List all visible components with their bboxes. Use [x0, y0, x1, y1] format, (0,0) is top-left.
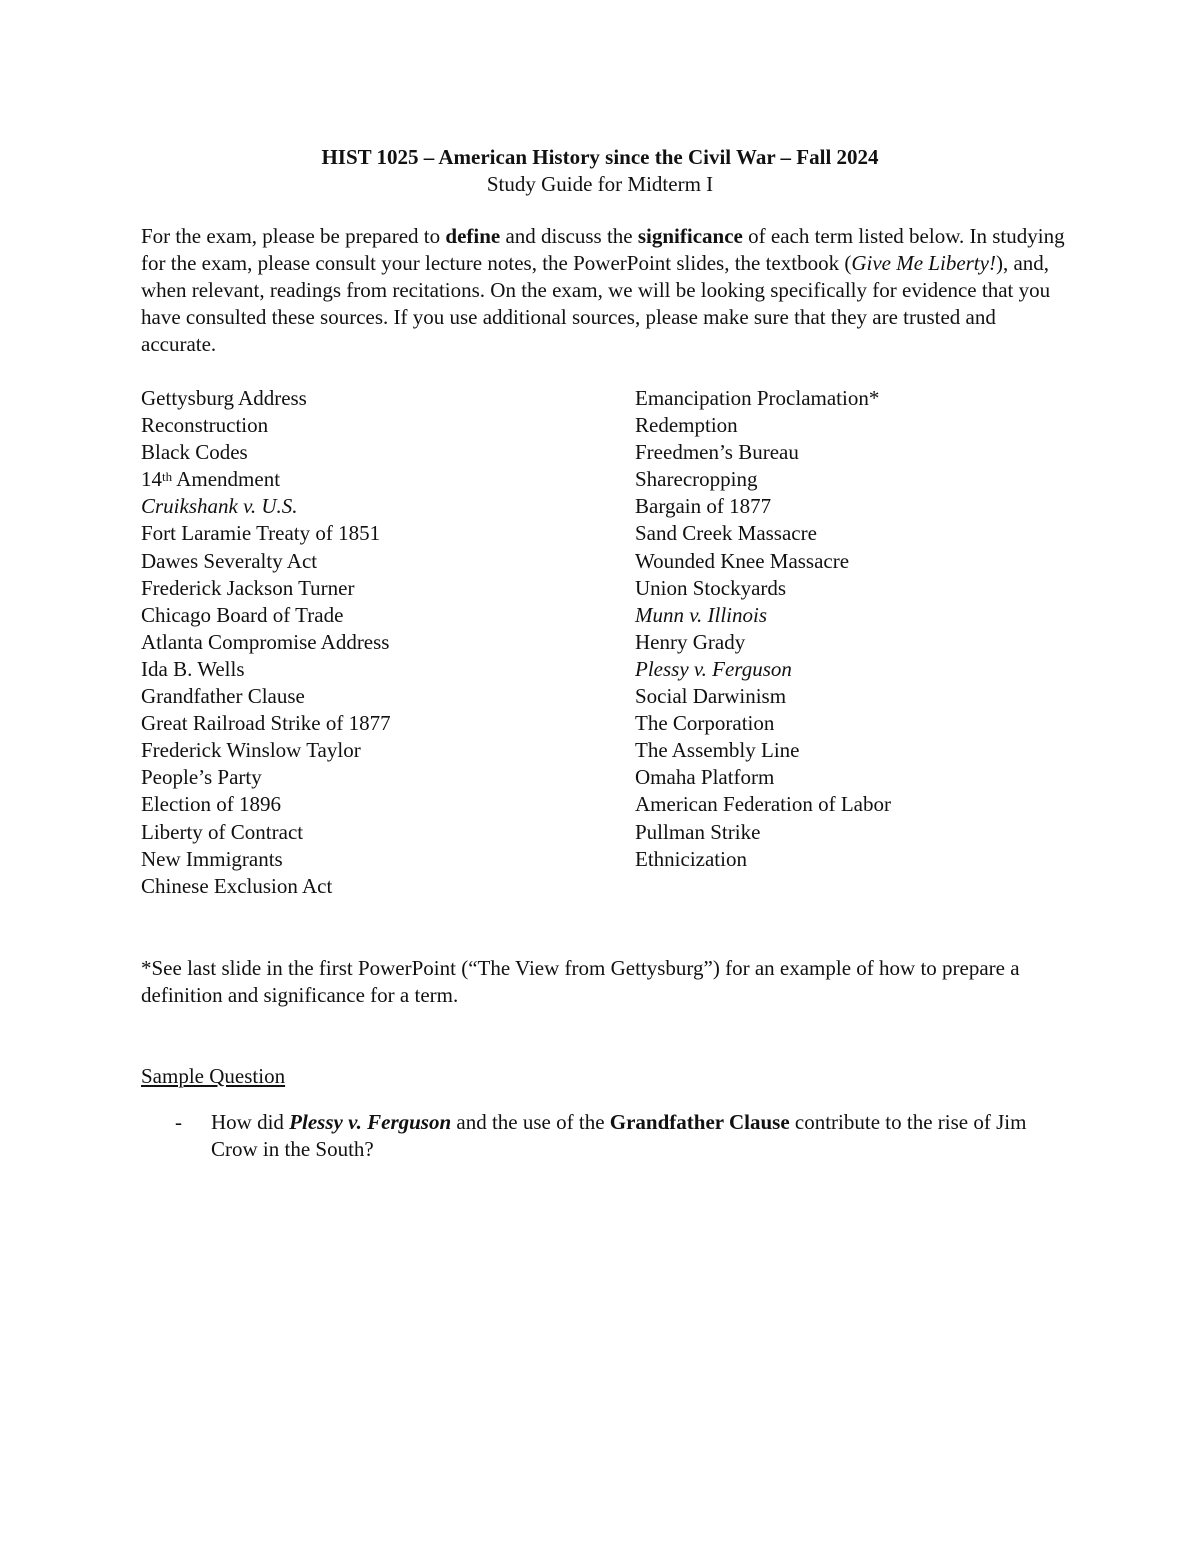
term-item: Union Stockyards: [635, 575, 787, 600]
footnote: *See last slide in the first PowerPoint (“The View from Gettysburg”) for an example of how to prepare a definition and significance for a term.: [141, 956, 1020, 1008]
intro-text: ), and, when relevant, readings from recitations. On the exam, we will be looking specifically for evidence that you have consulted these sources. If you use additional sources, please make sure that they are trusted and accurate.: [141, 251, 1051, 357]
term-suffix: Amendment: [172, 467, 281, 492]
term-item: American Federation of Labor: [635, 792, 891, 817]
term-item: Munn v. Illinois: [635, 602, 768, 627]
question-text: How did: [211, 1110, 290, 1134]
term-item: Black Codes: [141, 440, 248, 465]
intro-bold-significance: significance: [637, 224, 743, 248]
term-item: Pullman Strike: [635, 819, 761, 844]
term-item: Social Darwinism: [635, 684, 787, 709]
term-item: Bargain of 1877: [635, 494, 772, 519]
term-item: Cruikshank v. U.S.: [141, 494, 298, 519]
intro-textbook-title: Give Me Liberty!: [851, 251, 996, 276]
list-dash: -: [175, 1110, 182, 1134]
term-item: Chicago Board of Trade: [141, 602, 344, 627]
term-item: Liberty of Contract: [141, 819, 304, 844]
term-item: Omaha Platform: [635, 765, 775, 790]
term-item: Freedmen’s Bureau: [635, 440, 799, 465]
term-item: Grandfather Clause: [141, 684, 305, 709]
intro-bold-define: define: [445, 224, 501, 248]
term-item: Great Railroad Strike of 1877: [141, 711, 391, 736]
term-item: Wounded Knee Massacre: [635, 548, 850, 573]
sample-question-item: [175, 1109, 1045, 1163]
question-bold-plessy: Plessy v. Ferguson: [289, 1110, 452, 1134]
page-subtitle: Study Guide for Midterm I: [486, 172, 714, 196]
terms-list-left: [141, 385, 611, 900]
intro-text: For the exam, please be prepared to: [141, 224, 446, 248]
term-item: Gettysburg Address: [141, 386, 307, 410]
term-item: Plessy v. Ferguson: [635, 656, 792, 681]
term-item: The Corporation: [635, 711, 775, 736]
terms-list-right: [635, 385, 1105, 873]
term-item: Atlanta Compromise Address: [141, 629, 390, 654]
term-item: Henry Grady: [635, 629, 746, 654]
term-item: Emancipation Proclamation*: [635, 386, 880, 410]
term-item: The Assembly Line: [635, 738, 800, 763]
term-item: Frederick Winslow Taylor: [141, 738, 361, 763]
term-number: 14: [141, 467, 162, 492]
question-bold-grandfather-clause: Grandfather Clause: [609, 1110, 790, 1134]
sample-question-text: [211, 1109, 1045, 1163]
term-item-14th-amendment: [141, 466, 611, 493]
intro-text: of each term listed below. In studying for the exam, please consult your lecture notes, the PowerPoint slides, the textbook (: [141, 224, 1065, 276]
term-item: Redemption: [635, 413, 738, 438]
question-text: contribute to the rise of Jim Crow in the South?: [211, 1110, 1027, 1162]
intro-text: and discuss the: [500, 224, 638, 248]
question-text: and the use of the: [451, 1110, 610, 1134]
term-item: Fort Laramie Treaty of 1851: [141, 521, 381, 546]
term-item: New Immigrants: [141, 846, 283, 871]
term-item: Sand Creek Massacre: [635, 521, 817, 546]
term-superscript: th: [162, 469, 173, 485]
sample-question-heading: Sample Question: [141, 1064, 286, 1088]
term-item: Dawes Severalty Act: [141, 548, 318, 573]
term-item: Sharecropping: [635, 467, 758, 492]
page-title: HIST 1025 – American History since the Civil War – Fall 2024: [321, 145, 879, 169]
term-item: Ethnicization: [635, 846, 747, 871]
term-item: People’s Party: [141, 765, 262, 790]
term-item: Chinese Exclusion Act: [141, 873, 333, 898]
term-item: Ida B. Wells: [141, 656, 245, 681]
intro-paragraph: [141, 223, 1071, 358]
term-item: Frederick Jackson Turner: [141, 575, 355, 600]
term-item: Election of 1896: [141, 792, 281, 817]
term-item: Reconstruction: [141, 413, 269, 438]
